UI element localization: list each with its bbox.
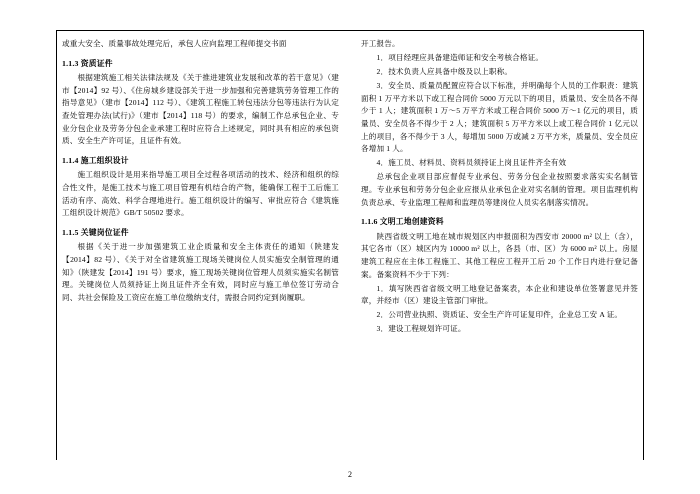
two-column-body xyxy=(62,38,638,338)
list-item: 2．技术负责人应具备中级及以上职称。 xyxy=(376,67,513,77)
body-paragraph: 陕西省级文明工地在城市规划区内申报面积为西安市 20000 m² 以上（含），其它各市（区）城区内为 10000 m² 以上，各县（市、区）为 6000 m² 以上。房屋建筑工程应在主体工程施工、其他工程应工程开工后 20 个工作日内进行登记备案。备案资料不少于下列： xyxy=(361,231,638,279)
list-item: 1．填写陕西省省级文明工地登记备案表，本企业和建设单位签署意见并签章，并经市（区）建设主管部门审批。 xyxy=(361,283,638,306)
list-item: 1．项目经理应具备建造师证和安全考核合格证。 xyxy=(376,53,544,63)
page-border-right xyxy=(643,30,644,460)
section-heading-1-1-6: 1.1.6 文明工地创建资料 xyxy=(361,217,444,227)
page-number: 2 xyxy=(348,470,352,479)
list-item: 2．公司营业执照、资质证、安全生产许可证复印件，企业总工安 A 证。 xyxy=(376,310,623,320)
body-paragraph: 开工报告。 xyxy=(361,39,400,48)
body-paragraph: 根据建筑施工相关法律法规及《关于推进建筑业发展和改革的若干意见》（建市【2014】92 号）、《住房城乡建设部关于进一步加强和完善建筑劳务管理工作的指导意见》（建市【2014】112 号）、《建筑工程施工转包违法分包等违法行为认定查处管理办法(试行)》（建市【2014】118 号）的要求，编制工作总承包企业、专业分包企业及劳务分包企业承建工程时应符合上述规定，同时具有相应的承包资质、安全生产许可证，且证件有效。 xyxy=(62,73,339,146)
list-item: 3．安全员、质量员配置应符合以下标准，并明确每个人员的工作职责：建筑面积 1 万平方米以下或工程合同价 5000 万元以下的项目，质量员、安全员各不得少于 1 人；建筑面积 1 万～5 万平方米或工程合同价 5000 万～1 亿元的项目，质量员、安全员各不得少于 2 人；建筑面积 5 万平方米以上或工程合同价 1 亿元以上的项目，各不得少于 3 人，每增加 5000 万或减 2 万平方米，质量员、安全员应各增加 1 人。 xyxy=(361,81,638,154)
section-heading-1-1-4: 1.1.4 施工组织设计 xyxy=(62,155,129,165)
section-heading-1-1-5: 1.1.5 关键岗位证件 xyxy=(62,227,129,237)
left-column xyxy=(62,38,339,338)
body-paragraph: 施工组织设计是用来指导施工项目全过程各项活动的技术、经济和组织的综合性文件，是施工技术与施工项目管理有机结合的产物，能确保工程于工后施工活动有序、高效、科学合理地进行。施工组织设计的编写、审批应符合《建筑施工组织设计规范》GB/T 50502 要求。 xyxy=(62,170,339,218)
page-border-top xyxy=(56,30,644,31)
body-paragraph: 总承包企业项目部应督促专业承包、劳务分包企业按照要求落实实名制管理。专业承包和劳务分包企业应报从业承包企业对实名制的管理。项目监理机构负责总承、专业监理工程师和监理员等建岗位人员实名制落实情况。 xyxy=(361,172,638,207)
body-paragraph: 或重大安全、质量事故处理完后，承包人应向监理工程师提交书面 xyxy=(62,39,287,48)
section-heading-1-1-3: 1.1.3 资质证件 xyxy=(62,58,113,68)
list-item: 4．施工员、材料员、资料员须持证上岗且证件齐全有效 xyxy=(376,158,567,168)
list-item: 3．建设工程规划许可证。 xyxy=(376,324,466,334)
page-border-left xyxy=(56,30,57,460)
body-paragraph: 根据《关于进一步加强建筑工业企质量和安全主体责任的通知（陕建发【2014】82 号）、《关于对全省建筑施工现场关键岗位人员实施安全制管理的通知》（陕建发【2014】191 号）要求，施工现场关键岗位管理人员须实施实名制管理。关键岗位人员须持证上岗且证件齐全有效，同时应与施工单位签订劳动合同、共社会保险及工资应在施工单位缴纳支付，需报合同约定到岗履职。 xyxy=(62,242,339,302)
right-column xyxy=(361,38,638,338)
